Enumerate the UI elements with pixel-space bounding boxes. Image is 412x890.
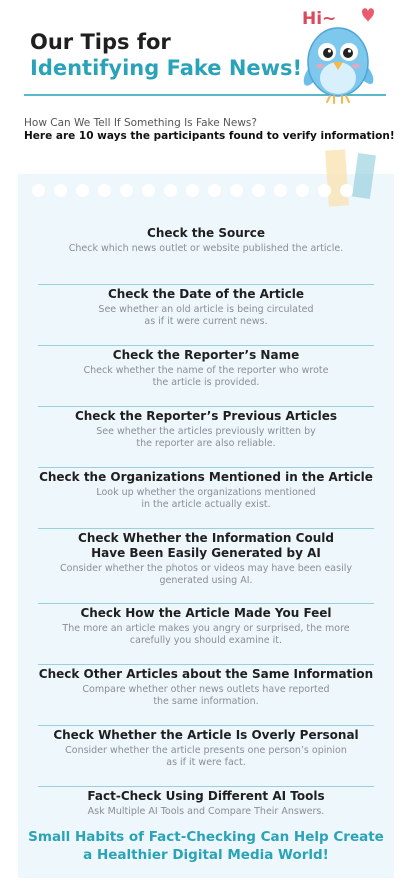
tip-title: Check Other Articles about the Same Information <box>38 667 374 681</box>
dot <box>120 184 133 197</box>
bow-icon <box>362 8 374 22</box>
tip-item <box>36 604 376 664</box>
tip-item <box>36 468 376 528</box>
tip-title: Check the Date of the Article <box>107 287 305 301</box>
tip-title: Check Whether the Information Could Have Been Easily Generated by AI <box>78 531 334 560</box>
dot <box>230 184 243 197</box>
closing-message: Small Habits of Fact-Checking Can Help Create a Healthier Digital Media World! <box>28 829 384 863</box>
mascot-greeting: Hi~ <box>302 9 337 29</box>
dot <box>54 184 67 197</box>
tip-description: The more an article makes you angry or surprised, the more carefully you should examine it. <box>62 623 350 646</box>
tip-item <box>36 726 376 786</box>
tip-item <box>36 346 376 406</box>
dot <box>186 184 199 197</box>
tip-description: Consider whether the photos or videos may have been easily generated using AI. <box>60 563 352 586</box>
tip-item <box>36 407 376 467</box>
dot <box>32 184 45 197</box>
bird-mascot-icon <box>284 2 394 106</box>
dot <box>340 184 353 197</box>
tip-description: Ask Multiple AI Tools and Compare Their Answers. <box>87 806 325 817</box>
title-line-1: Our Tips for <box>30 30 171 54</box>
dot <box>208 184 221 197</box>
dot <box>318 184 331 197</box>
dot <box>98 184 111 197</box>
intro-answer: Here are 10 ways the participants found to verify information! <box>24 130 395 142</box>
tip-item <box>36 665 376 725</box>
tip-item <box>36 224 376 284</box>
tip-title: Check the Organizations Mentioned in the Article <box>39 470 373 484</box>
tip-title: Check How the Article Made You Feel <box>80 606 332 620</box>
notebook-dots <box>32 184 353 198</box>
tip-description: Compare whether other news outlets have reported the same information. <box>82 684 330 707</box>
tip-title: Check Whether the Article Is Overly Personal <box>53 728 359 742</box>
intro-question: How Can We Tell If Something Is Fake News? <box>24 117 257 129</box>
tips-list <box>36 224 376 853</box>
tip-item <box>36 529 376 603</box>
tip-title: Fact-Check Using Different AI Tools <box>87 789 325 803</box>
tip-description: See whether the articles previously written by the reporter are also reliable. <box>96 426 316 449</box>
tip-title: Check the Reporter’s Name <box>112 348 300 362</box>
tip-description: Look up whether the organizations mentioned in the article actually exist. <box>96 487 316 510</box>
tip-item <box>36 285 376 345</box>
dot <box>76 184 89 197</box>
dot <box>164 184 177 197</box>
title-line-2: Identifying Fake News! <box>30 56 303 80</box>
tip-description: Check whether the name of the reporter who wrote the article is provided. <box>83 365 329 388</box>
tape-decoration-yellow <box>325 149 349 206</box>
dot <box>142 184 155 197</box>
dot <box>274 184 287 197</box>
tip-description: See whether an old article is being circulated as if it were current news. <box>98 304 314 327</box>
dot <box>252 184 265 197</box>
tip-description: Check which news outlet or website published the article. <box>68 243 344 254</box>
tip-description: Consider whether the article presents one person’s opinion as if it were fact. <box>65 745 347 768</box>
tip-title: Check the Reporter’s Previous Articles <box>74 409 338 423</box>
tip-title: Check the Source <box>147 226 265 240</box>
dot <box>296 184 309 197</box>
